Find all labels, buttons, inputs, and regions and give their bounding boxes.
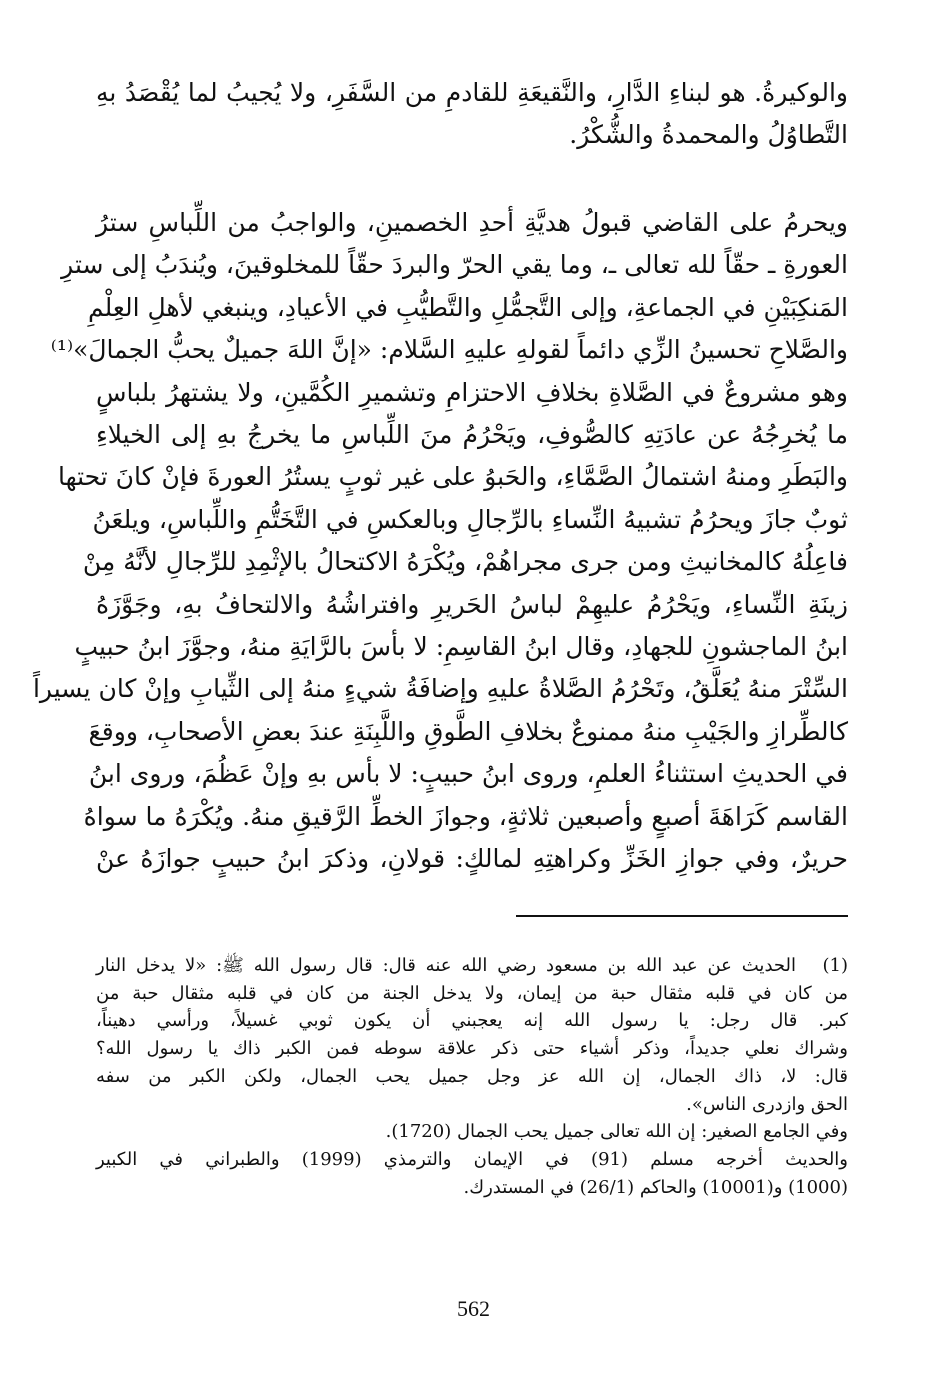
- footnote-divider: [516, 915, 848, 917]
- footnote-line: وشراك نعلي جديداً، وذكر أشياء حتى ذكر علاقة سوطه فمن الكبر ذاك يا رسول الله؟: [96, 1038, 848, 1060]
- page-number: 562: [457, 1296, 490, 1321]
- text-line: القاسم كَرَاهَةَ أصبعٍ وأصبعين ثلاثةٍ، وجوازَ الخطِّ الرَّقيقِ منهُ. ويُكْرَهُ ما سواهُ: [83, 801, 848, 831]
- text-line: والصَّلاحِ تحسينُ الزِّي دائماً لقولهِ عليهِ السَّلام: «إنَّ اللهَ جميلٌ يحبُّ الجمالَ»⁽¹⁾: [50, 335, 848, 365]
- paragraph-1: [96, 72, 848, 157]
- text-line: فاعِلُهُ كالمخانيثِ ومن جرى مجراهُمْ، ويُكْرَهُ الاكتحالُ بالإثْمِدِ للرِّجالِ لأنَّهُ مِنْ: [82, 547, 848, 577]
- footnote-line: الحديث عن عبد الله بن مسعود رضي الله عنه قال: قال رسول الله ﷺ: «لا يدخل النار: [96, 955, 796, 976]
- text-line: السِّتْرَ منهُ يُعَلَّقُ، وتَحْرُمُ الصَّلاةُ عليهِ وإضافَةُ شيءٍ منهُ إلى الثِّيابِ وإنْ كان يسيراً: [32, 674, 848, 704]
- text-line: ويحرمُ على القاضي قبولُ هديَّةِ أحدِ الخصمينِ، والواجبُ من اللِّباسِ سترُ: [96, 208, 848, 237]
- footnote-line: (1000) و(10001) والحاكم (26/1) في المستدرك.: [463, 1176, 848, 1198]
- text-line: وهو مشروعٌ في الصَّلاةِ بخلافِ الاحتزامِ وتشميرِ الكُمَّينِ، ولا يشتهرُ بلباسٍ: [96, 377, 848, 407]
- paragraph-2: [32, 202, 848, 881]
- footnote-line: الحق وازدرى الناس».: [686, 1093, 848, 1115]
- text-line: والبَطَرِ ومنهُ اشتمالُ الصَّمَّاءِ، والحَبوُ على غير ثوبٍ يستُرُ العورةَ فإنْ كانَ تحتها: [57, 462, 848, 492]
- footnote-line: كبر. قال رجل: يا رسول الله إنه يعجبني أن يكون ثوبي غسيلاً، ورأسي دهيناً،: [96, 1010, 848, 1032]
- text-line: والوكيرةُ. هو لبناءِ الدَّارِ، والنَّقيعَةِ للقادمِ من السَّفَرِ، ولا يُجيبُ لما يُقْصَدُ بهِ: [96, 78, 848, 107]
- text-line: حريرٌ، وفي جوازِ الخَزِّ وكراهتِهِ لمالكٍ: قولانِ، وذكرَ ابنُ حبيبٍ جوازَهُ عنْ: [96, 844, 848, 874]
- footnote-line: من كان في قلبه مثقال حبة من إيمان، ولا يدخل الجنة من كان في قلبه مثقال حبة من: [96, 982, 848, 1004]
- footnote-section: [96, 952, 848, 1201]
- text-line: ابنُ الماجشونِ للجهادِ، وقال ابنُ القاسِمِ: لا بأسَ بالرَّايَةِ منهُ، وجوَّزَ ابنُ حبيبٍ: [74, 632, 848, 662]
- text-line: العورةِ ـ حقّاً لله تعالى ـ، وما يقي الحرّ والبردَ حقّاً للمخلوقينَ، ويُندَبُ إلى سترِ: [61, 250, 848, 280]
- text-line: المَنكِبَيْنِ في الجماعةِ، وإلى التَّجمُّلِ والتَّطيُّبِ في الأعيادِ، وينبغي لأهلِ العِلْمِ: [88, 292, 848, 322]
- text-line: زينَةِ النِّساءِ، ويَحْرُمُ عليهِمْ لباسُ الحَريرِ وافتراشُهُ والالتحافُ بهِ، وجَوَّزَهُ: [96, 589, 848, 619]
- footnote-marker: (1): [822, 955, 848, 976]
- text-line: ما يُخرِجُهُ عن عادَتِهِ كالصُّوفِ، ويَحْرُمُ منَ اللِّباسِ ما يخرجُ بهِ إلى الخيلاءِ: [96, 420, 848, 450]
- text-line: كالطِّرازِ والجَيْبِ منهُ ممنوعٌ بخلافِ الطَّوقِ واللَّبِنَةِ عندَ بعضِ الأصحابِ، ووقعَ: [88, 716, 848, 746]
- text-line: في الحديثِ استثناءُ العلمِ، وروى ابنُ حبيبٍ: لا بأس بهِ وإنْ عَظُمَ، وروى ابنُ: [88, 759, 848, 789]
- text-line: ثوبٌ جازَ ويحرُمُ تشبيهُ النِّساءِ بالرِّجالِ وبالعكسِ في التَّخَتُّمِ واللِّباسِ، ويلعَنُ: [92, 504, 848, 534]
- footnote-line: والحديث أخرجه مسلم (91) في الإيمان والترمذي (1999) والطبراني في الكبير: [96, 1148, 848, 1170]
- footnote-line: قال: لا، ذاك الجمال، إن الله عز وجل جميل يحب الجمال، ولكن الكبر من سفه: [96, 1065, 848, 1087]
- footnote-line: وفي الجامع الصغير: إن الله تعالى جميل يحب الجمال (1720).: [385, 1121, 848, 1143]
- footnote-1: [96, 952, 848, 1201]
- text-line: التَّطاوُلُ والمحمدةُ والشُّكْرُ.: [569, 120, 848, 150]
